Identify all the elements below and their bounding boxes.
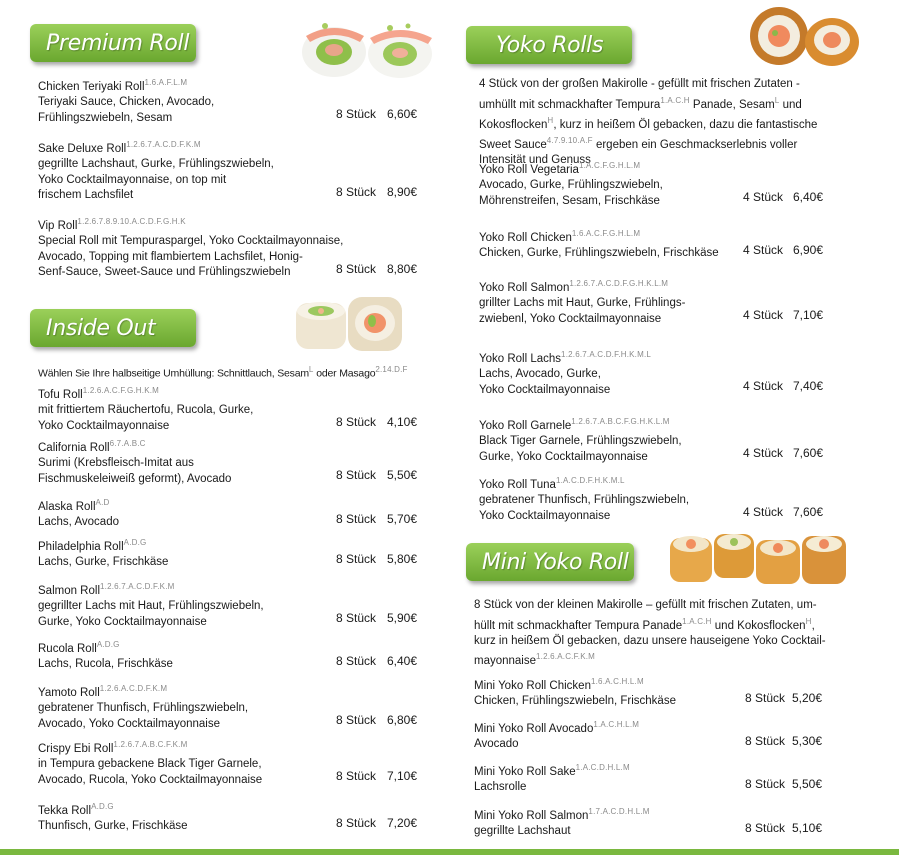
menu-item-price: 7,10€ — [386, 769, 417, 783]
menu-item-quantity: 4 Stück — [742, 242, 783, 257]
menu-item-description: Yoko Cocktailmayonnaise — [38, 419, 170, 432]
menu-item-description: Surimi (Krebsfleisch-Imitat aus — [38, 457, 194, 470]
yoko-rolls-header — [466, 26, 632, 64]
menu-item-description: gegrillte Lachshaut, Gurke, Frühlingszwiebeln, — [38, 158, 274, 171]
menu-item — [38, 495, 316, 531]
yoko-intro-line-4b: ergeben ein Geschmackserlebnis voller — [592, 138, 798, 151]
mini-yoko-intro — [474, 598, 826, 670]
menu-item-allergens: 1.2.6.7.A.B.C.F.G.H.K.L.M — [571, 417, 670, 426]
menu-item-name — [38, 681, 316, 701]
yoko-intro-line-4a: Sweet Sauce — [479, 138, 547, 151]
menu-item-description: in Tempura gebackene Black Tiger Garnele, — [38, 758, 262, 771]
menu-item-quantity: 4 Stück — [742, 190, 783, 204]
menu-item-name — [474, 674, 725, 694]
menu-item-price: 7,40€ — [792, 379, 823, 393]
menu-item — [474, 717, 725, 753]
menu-item-description: Lachs, Avocado, Gurke, — [479, 368, 601, 381]
menu-item — [474, 674, 725, 710]
menu-item-title: Yoko Roll Lachs — [479, 352, 562, 365]
menu-item-title: Mini Yoko Roll Salmon — [474, 809, 589, 822]
menu-item — [38, 579, 316, 630]
menu-item-price: 8,90€ — [386, 184, 417, 199]
inside-out-intro-allergen-2: 2.14.D.F — [375, 365, 408, 374]
menu-item-quantity: 8 Stück — [335, 551, 376, 566]
menu-item-title: Yoko Roll Tuna — [479, 478, 556, 491]
menu-item-description: Special Roll mit Tempuraspargel, Yoko Cocktailmayonnaise, — [38, 235, 344, 248]
menu-item-quantity: 4 Stück — [742, 308, 783, 322]
menu-item-title: Yoko Roll Vegetaria — [479, 163, 579, 176]
menu-item — [479, 473, 723, 524]
menu-item-name — [38, 495, 316, 515]
menu-item-quantity: 8 Stück — [335, 815, 376, 830]
menu-item-name — [474, 760, 725, 780]
menu-item-allergens: 1.2.6.7.A.C.D.F.K.M — [100, 582, 175, 591]
menu-item-title: Yamoto Roll — [38, 686, 100, 699]
menu-item-allergens: 1.7.A.C.D.H.L.M — [588, 807, 650, 816]
menu-item-quantity: 8 Stück — [335, 511, 376, 526]
menu-item-title: California Roll — [38, 441, 110, 454]
yoko-intro-line-2b: Panade, Sesam — [689, 98, 775, 111]
menu-item-title: Chicken Teriyaki Roll — [38, 80, 145, 93]
yoko-intro-line-2a: umhüllt mit schmackhafter Tempura — [479, 98, 661, 111]
menu-item-quantity: 8 Stück — [335, 611, 376, 625]
menu-item — [38, 75, 316, 126]
inside-out-intro — [38, 362, 408, 382]
menu-item-quantity: 8 Stück — [335, 107, 376, 121]
mini-yoko-title: Mini Yoko Roll — [482, 549, 629, 575]
menu-item-description: Fischmuskeleiweiß geformt), Avocado — [38, 472, 232, 485]
mini-yoko-image — [666, 528, 852, 590]
menu-item-name — [479, 226, 723, 246]
menu-item-title: Mini Yoko Roll Avocado — [474, 722, 594, 735]
menu-item-price: 6,40€ — [792, 190, 823, 204]
menu-item — [38, 637, 316, 673]
menu-item-title: Tekka Roll — [38, 804, 92, 817]
menu-item-name — [479, 473, 723, 493]
menu-item-title: Yoko Roll Chicken — [479, 231, 572, 244]
yoko-intro-line-3a: Kokosflocken — [479, 118, 548, 131]
menu-item — [479, 414, 723, 465]
menu-item-allergens: 1.2.6.A.C.D.F.K.M — [99, 684, 168, 693]
menu-item-title: Yoko Roll Salmon — [479, 281, 570, 294]
menu-item-name — [38, 737, 316, 757]
menu-item — [474, 804, 725, 840]
menu-item-name — [474, 717, 725, 737]
menu-item-description: mit frittiertem Räuchertofu, Rucola, Gurke, — [38, 404, 254, 417]
mini-yoko-header — [466, 543, 634, 581]
menu-item — [38, 137, 316, 204]
menu-item-name — [38, 214, 316, 234]
menu-item-name — [479, 414, 723, 434]
mini-intro-line-4 — [474, 649, 826, 669]
menu-item — [474, 760, 725, 796]
menu-item-allergens: A.D.G — [123, 538, 147, 547]
menu-item-description: Senf-Sauce, Sweet-Sauce und Frühlingszwiebeln — [38, 266, 291, 279]
yoko-roll-image — [746, 6, 862, 70]
menu-item-name — [479, 347, 723, 367]
inside-out-intro-allergen-1: L — [308, 365, 314, 374]
menu-item-allergens: 1.2.6.7.A.C.D.F.G.H.K.L.M — [569, 279, 669, 288]
menu-item-name — [38, 383, 316, 403]
mini-intro-line-3: kurz in heißem Öl gebacken, dazu unsere hauseigene Yoko Cocktail- — [474, 634, 826, 647]
menu-item-quantity: 8 Stück — [335, 468, 376, 482]
menu-item-name — [474, 804, 725, 824]
menu-item-description: Yoko Cocktailmayonnaise — [479, 383, 611, 396]
menu-item-quantity: 8 Stück — [744, 820, 785, 835]
menu-item-allergens: 1.2.6.7.A.C.D.F.H.K.M.L — [561, 350, 652, 359]
menu-item-name — [38, 579, 316, 599]
inside-out-title: Inside Out — [46, 315, 156, 341]
menu-item-allergens: 1.6.A.C.F.G.H.L.M — [571, 229, 641, 238]
menu-item-quantity: 8 Stück — [335, 184, 376, 199]
inside-out-sushi-image — [292, 293, 408, 357]
menu-item-description: frischem Lachsfilet — [38, 189, 134, 202]
menu-item-quantity: 8 Stück — [744, 776, 785, 791]
menu-item-description: Black Tiger Garnele, Frühlingszwiebeln, — [479, 435, 682, 448]
inside-out-intro-text: Wählen Sie Ihre halbseitige Umhüllung: Schnittlauch, Sesam — [38, 367, 309, 380]
menu-item — [38, 383, 316, 434]
menu-item — [38, 799, 316, 835]
menu-item-description: Gurke, Yoko Cocktailmayonnaise — [38, 615, 207, 628]
menu-item-description: Frühlingszwiebeln, Sesam — [38, 111, 173, 124]
menu-item-name — [38, 799, 316, 819]
yoko-intro-line-5: Intensität und Genuss — [479, 154, 591, 167]
menu-item-price: 8,80€ — [386, 261, 417, 276]
menu-item-title: Salmon Roll — [38, 584, 100, 597]
mini-intro-allergen-2: H — [805, 616, 812, 626]
menu-item-price: 5,90€ — [386, 611, 417, 625]
footer-accent-bar — [0, 849, 899, 855]
menu-item-description: Avocado, Yoko Cocktailmayonnaise — [38, 717, 220, 730]
menu-item-allergens: 1.6.A.C.H.L.M — [590, 677, 644, 686]
menu-item-name — [479, 158, 723, 178]
menu-item-price: 5,70€ — [386, 511, 417, 526]
menu-item-allergens: 1.A.C.D.F.H.K.M.L — [555, 476, 625, 485]
menu-item-quantity: 4 Stück — [742, 379, 783, 393]
menu-item — [38, 681, 316, 732]
inside-out-intro-mid: oder Masago — [313, 367, 376, 380]
menu-item-price: 7,10€ — [792, 308, 823, 322]
menu-item-description: Möhrenstreifen, Sesam, Frischkäse — [479, 194, 660, 207]
yoko-intro-allergen-4: 4.7.9.10.A.F — [546, 136, 593, 146]
menu-item-description: Avocado, Gurke, Frühlingszwiebeln, — [479, 179, 663, 192]
menu-item-description: Thunfisch, Gurke, Frischkäse — [38, 820, 188, 833]
menu-item-price: 6,90€ — [792, 242, 823, 257]
mini-intro-line-2b: und Kokosflocken — [711, 619, 806, 632]
menu-item-description: Avocado, Rucola, Yoko Cocktailmayonnaise — [38, 773, 263, 786]
menu-item-description: grillter Lachs mit Haut, Gurke, Frühlings- — [479, 297, 686, 310]
menu-item-quantity: 8 Stück — [744, 733, 785, 748]
menu-item-description: Gurke, Yoko Cocktailmayonnaise — [479, 450, 648, 463]
mini-intro-line-2a: hüllt mit schmackhafter Tempura Panade — [474, 619, 683, 632]
menu-item — [38, 535, 316, 571]
menu-item-price: 4,10€ — [386, 415, 417, 429]
menu-item-price: 5,20€ — [791, 690, 822, 705]
menu-item-description: zwiebenl, Yoko Cocktailmayonnaise — [479, 312, 662, 325]
menu-item-allergens: 6.7.A.B.C — [109, 439, 146, 448]
menu-item-price: 5,50€ — [791, 776, 822, 791]
yoko-rolls-title: Yoko Rolls — [496, 32, 604, 58]
menu-item-allergens: A.D.G — [91, 802, 114, 811]
menu-item — [479, 347, 723, 398]
yoko-intro-allergen-2: L — [774, 95, 780, 105]
menu-item-allergens: 1.A.C.F.G.H.L.M — [578, 161, 641, 170]
menu-item — [479, 276, 723, 327]
menu-item-price: 7,60€ — [792, 446, 823, 460]
menu-item-quantity: 8 Stück — [335, 713, 376, 727]
menu-item — [38, 737, 316, 788]
menu-item-name — [479, 276, 723, 296]
menu-item-allergens: 1.A.C.D.H.L.M — [575, 763, 630, 772]
menu-item-description: Yoko Cocktailmayonnaise — [479, 509, 611, 522]
yoko-rolls-intro — [479, 77, 817, 169]
menu-item-description: Yoko Cocktailmayonnaise, on top mit — [38, 173, 227, 186]
menu-item-description: Chicken, Gurke, Frühlingszwiebeln, Frischkäse — [479, 247, 719, 260]
menu-item-price: 6,80€ — [386, 713, 417, 727]
yoko-intro-line-1: 4 Stück von der großen Makirolle - gefüllt mit frischen Zutaten - — [479, 78, 800, 90]
menu-item-description: gebratener Thunfisch, Frühlingszwiebeln, — [38, 702, 249, 715]
yoko-intro-allergen-3: H — [547, 115, 554, 125]
menu-item-allergens: 1.2.6.7.8.9.10.A.C.D.F.G.H.K — [77, 217, 186, 226]
menu-item-allergens: A.D — [95, 498, 110, 507]
mini-intro-line-1: 8 Stück von der kleinen Makirolle – gefüllt mit frischen Zutaten, um- — [474, 599, 817, 611]
menu-item-description: gegrillte Lachshaut — [474, 825, 571, 838]
menu-item-description: Chicken, Frühlingszwiebeln, Frischkäse — [474, 695, 676, 708]
menu-item-price: 6,40€ — [386, 653, 417, 668]
yoko-intro-line-4 — [479, 133, 817, 153]
menu-item-title: Alaska Roll — [38, 500, 96, 513]
menu-item-allergens: 1.6.A.F.L.M — [144, 78, 188, 87]
menu-item-quantity: 4 Stück — [742, 505, 783, 519]
menu-item-price: 5,30€ — [791, 733, 822, 748]
menu-item-description: Lachs, Avocado — [38, 516, 119, 529]
menu-item-description: gegrillter Lachs mit Haut, Frühlingszwiebeln, — [38, 600, 264, 613]
menu-item-quantity: 8 Stück — [744, 690, 785, 705]
menu-item-title: Mini Yoko Roll Sake — [474, 765, 576, 778]
menu-item-name — [38, 535, 316, 555]
menu-item-title: Vip Roll — [38, 219, 78, 232]
menu-item-description: Lachs, Rucola, Frischkäse — [38, 658, 173, 671]
menu-item-name — [38, 637, 316, 657]
menu-item — [479, 226, 723, 262]
yoko-intro-line-3b: , kurz in heißem Öl gebacken, dazu die fantastische — [553, 118, 818, 131]
menu-item-quantity: 8 Stück — [335, 769, 376, 783]
menu-item-price: 7,60€ — [792, 505, 823, 519]
menu-item-title: Philadelphia Roll — [38, 540, 124, 553]
menu-item-allergens: A.D.G — [96, 640, 120, 649]
mini-intro-line-2 — [474, 614, 826, 634]
yoko-intro-line-2 — [479, 93, 817, 113]
yoko-intro-allergen-1: 1.A.C.H — [660, 95, 690, 105]
menu-item-description: Avocado — [474, 738, 519, 751]
menu-item-description: Lachsrolle — [474, 781, 527, 794]
menu-item-name — [38, 137, 316, 157]
menu-item-description: Teriyaki Sauce, Chicken, Avocado, — [38, 96, 215, 109]
mini-intro-allergen-3: 1.2.6.A.C.F.K.M — [536, 652, 596, 662]
menu-item-price: 6,60€ — [386, 107, 417, 121]
premium-roll-title: Premium Roll — [46, 30, 190, 56]
menu-item-description: Lachs, Gurke, Frischkäse — [38, 556, 169, 569]
menu-item-title: Mini Yoko Roll Chicken — [474, 679, 591, 692]
premium-sushi-image — [300, 14, 438, 82]
menu-item-title: Sake Deluxe Roll — [38, 142, 127, 155]
mini-intro-allergen-1: 1.A.C.H — [682, 616, 712, 626]
inside-out-header — [30, 309, 196, 347]
menu-item-description: Avocado, Topping mit flambiertem Lachsfilet, Honig- — [38, 250, 303, 263]
menu-item-name — [38, 436, 316, 456]
menu-item — [38, 214, 344, 281]
menu-item-title: Yoko Roll Garnele — [479, 419, 572, 432]
menu-item-quantity: 4 Stück — [742, 446, 783, 460]
menu-item — [38, 436, 316, 487]
menu-item-allergens: 1.2.6.7.A.B.C.F.K.M — [113, 740, 188, 749]
mini-intro-line-4a: mayonnaise — [474, 655, 537, 668]
menu-item-price: 5,10€ — [791, 820, 822, 835]
menu-item-name — [38, 75, 316, 95]
yoko-intro-line-3 — [479, 113, 817, 133]
menu-item-price: 5,80€ — [386, 551, 417, 566]
menu-item — [479, 158, 723, 209]
menu-item-price: 7,20€ — [386, 815, 417, 830]
menu-item-quantity: 8 Stück — [335, 261, 376, 276]
menu-item-title: Rucola Roll — [38, 642, 97, 655]
mini-intro-line-2c: , — [811, 619, 815, 632]
menu-item-allergens: 1.2.6.A.C.F.G.H.K.M — [82, 386, 160, 395]
menu-item-title: Crispy Ebi Roll — [38, 742, 114, 755]
menu-item-description: gebratener Thunfisch, Frühlingszwiebeln, — [479, 494, 690, 507]
premium-roll-header — [30, 24, 196, 62]
yoko-intro-line-2c: und — [779, 98, 802, 111]
menu-item-title: Tofu Roll — [38, 388, 83, 401]
menu-item-allergens: 1.A.C.H.L.M — [593, 720, 640, 729]
menu-item-quantity: 8 Stück — [335, 415, 376, 429]
menu-item-allergens: 1.2.6.7.A.C.D.F.K.M — [126, 140, 201, 149]
menu-item-quantity: 8 Stück — [335, 653, 376, 668]
menu-item-price: 5,50€ — [386, 468, 417, 482]
